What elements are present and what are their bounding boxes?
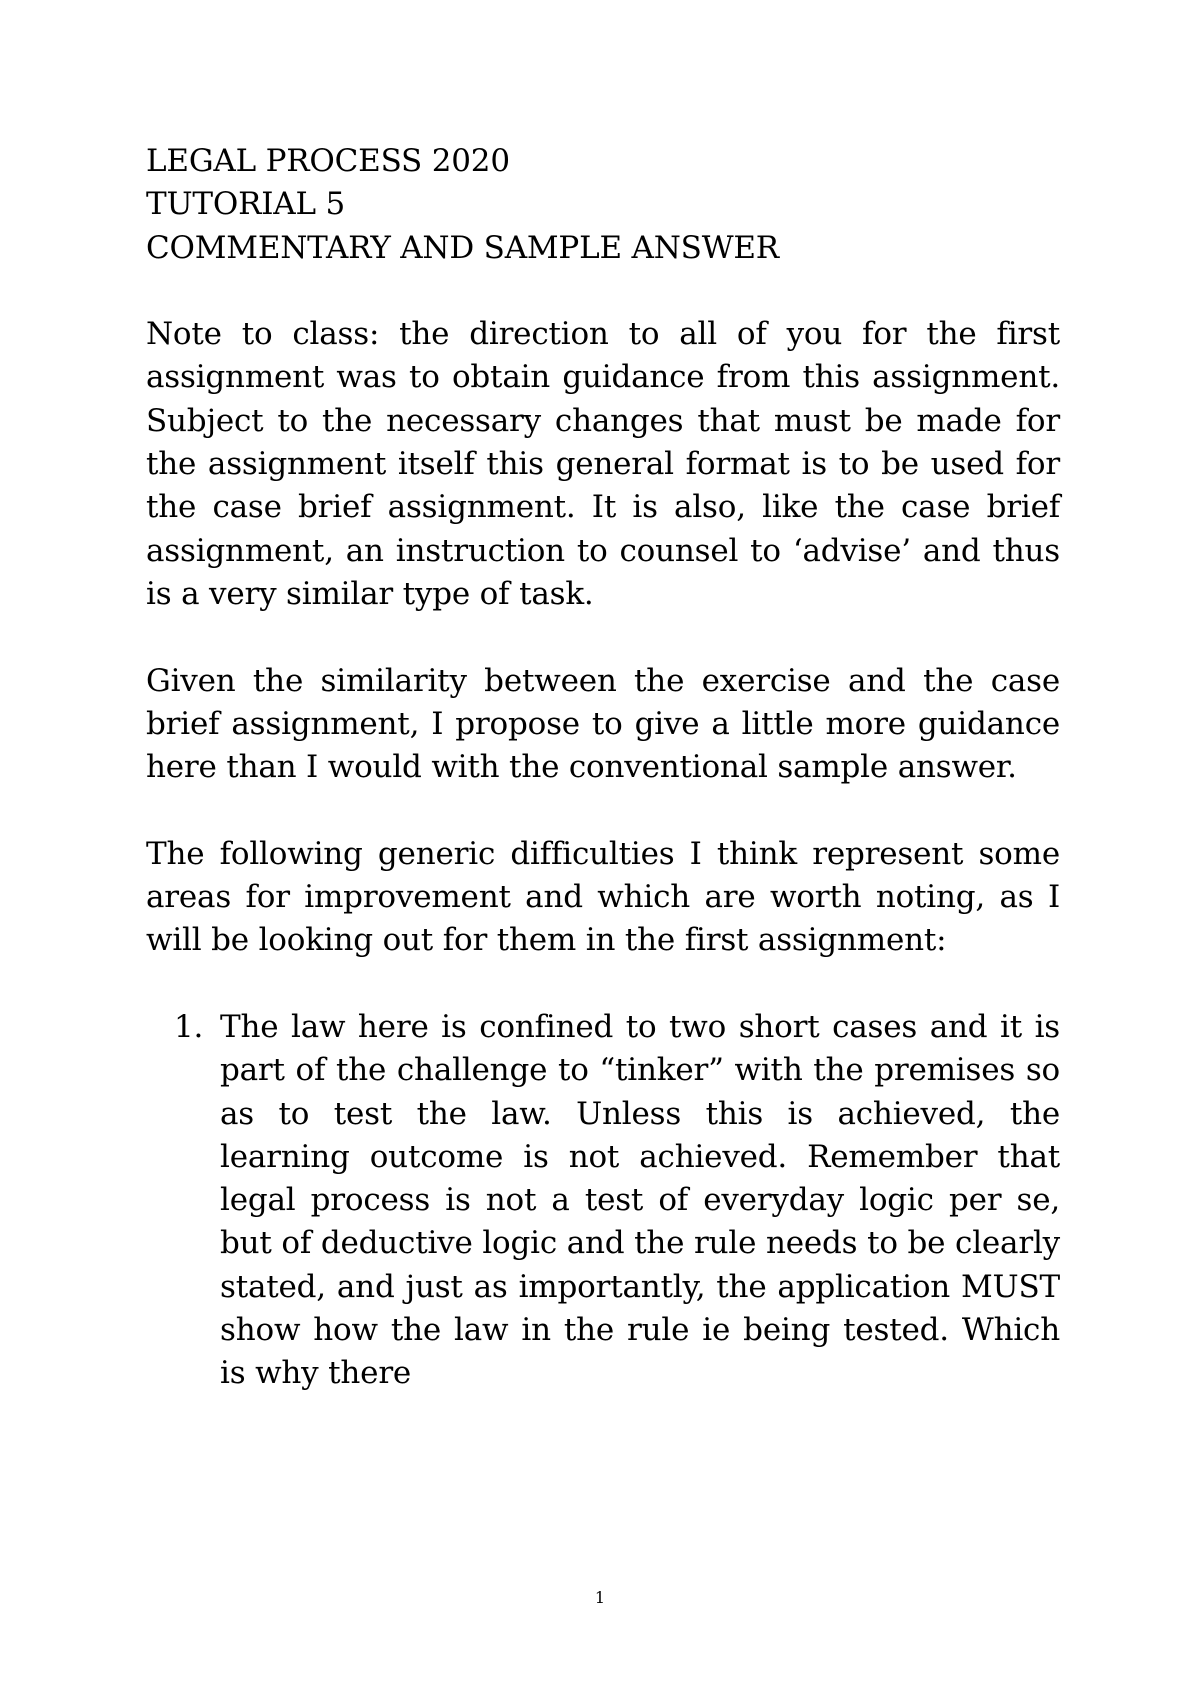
course-title: LEGAL PROCESS 2020 (146, 143, 510, 179)
list-item (174, 1006, 1060, 1396)
page-number: 1 (594, 1588, 606, 1607)
list-item-text: The law here is confined to two short cases and it is part of the challenge to “tinker” with the premises so as to test the law. Unless this is achieved, the learning outcome is not achieved. Remember that legal process is not a test of everyday logic per se, but of deductive logic and the rule needs to be clearly stated, and just as importantly, the application MUST show how the law in the rule ie being tested. Which is why there (220, 1008, 1060, 1392)
difficulties-list (146, 1006, 1060, 1396)
paragraph-note-to-class: Note to class: the direction to all of you for the first assignment was to obtain guidance from this assignment. Subject to the necessary changes that must be made for the assignment itself this general format is to be used for the case brief assignment. It is also, like the case brief assignment, an instruction to counsel to ‘advise’ and thus is a very similar type of task. (146, 316, 1060, 612)
list-item-number: 1. (174, 1008, 204, 1045)
paragraph-generic-difficulties: The following generic difficulties I think represent some areas for improvement and which are worth noting, as I will be looking out for them in the first assignment: (146, 835, 1060, 959)
tutorial-title: TUTORIAL 5 (146, 186, 346, 223)
document-subtitle: COMMENTARY AND SAMPLE ANSWER (146, 229, 779, 266)
document-heading-block (146, 140, 1060, 270)
paragraph-similarity: Given the similarity between the exercise and the case brief assignment, I propose to give a little more guidance here than I would with the conventional sample answer. (146, 662, 1060, 786)
document-page (146, 140, 1060, 1396)
